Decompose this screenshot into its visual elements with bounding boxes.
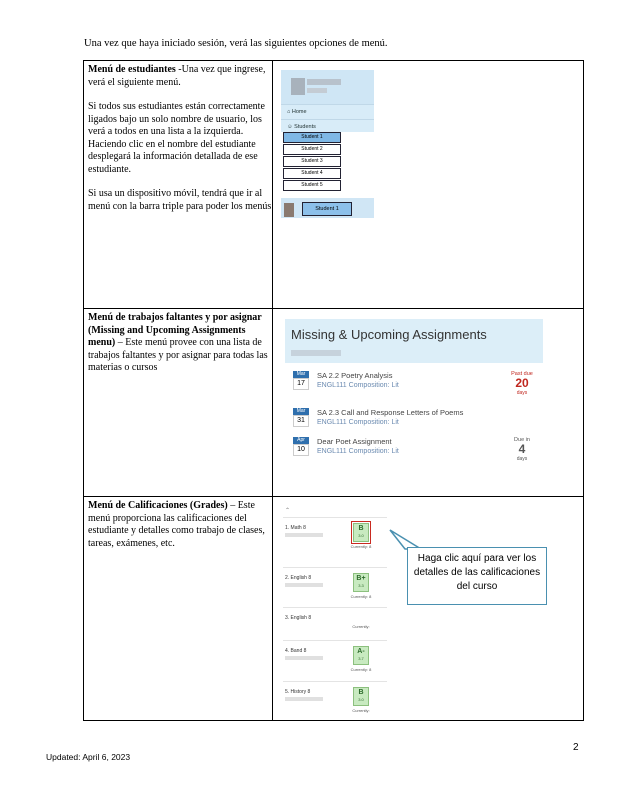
assignment-status: Past due 20 days xyxy=(511,371,533,396)
updated-date: Updated: April 6, 2023 xyxy=(46,752,131,762)
grade-badge[interactable]: B+ 3.3 xyxy=(353,573,369,592)
assignment-name[interactable]: SA 2.2 Poetry Analysis xyxy=(317,371,393,380)
assignment-item[interactable] xyxy=(293,408,543,438)
student-list xyxy=(281,132,374,198)
student-menu-screenshot xyxy=(273,61,584,309)
student-item[interactable]: Student 1 xyxy=(283,132,341,143)
paragraph: Si usa un dispositivo móvil, tendrá que ir al menú con la barra triple para poder los menús xyxy=(88,188,272,212)
assignment-course: ENGL111 Composition: Lit xyxy=(317,382,399,389)
student-avatar xyxy=(284,203,294,217)
current-label: Currently: xyxy=(352,624,370,629)
grade-badge[interactable]: B 3.0 xyxy=(353,523,369,542)
student-item[interactable]: Student 4 xyxy=(283,168,341,179)
course-name: 4. Band 8 xyxy=(285,648,307,654)
current-label: Currently: 8 xyxy=(350,544,372,549)
grades-menu-description: Menú de Calificaciones (Grades) – Este menú proporciona las calificaciones del estudiante y detalles como trabajo de clases, tareas, exámenes, etc. xyxy=(84,497,273,721)
assignment-status: Due in 4 days xyxy=(514,437,530,462)
course-name: 3. English 8 xyxy=(285,615,312,621)
grades-menu-screenshot xyxy=(273,497,584,721)
course-name: 5. History 8 xyxy=(285,689,311,695)
date-badge: Mar 31 xyxy=(293,408,309,427)
assignment-course: ENGL111 Composition: Lit xyxy=(317,419,399,426)
nav-students[interactable]: ☺ Students xyxy=(281,119,374,134)
assignment-item[interactable] xyxy=(293,371,543,401)
student-item[interactable]: Student 5 xyxy=(283,180,341,191)
current-label: Currently: 8 xyxy=(350,594,372,599)
current-label: Currently: xyxy=(352,708,370,713)
paragraph: Si todos sus estudiantes están correctamente ligados bajo un solo nombre de usuario, los verá a todos en una lista a la izquierda. Haciendo clic en el nombre del estudiante desplegará la información detallada de ese estudiante. xyxy=(88,101,265,175)
student-item[interactable]: Student 3 xyxy=(283,156,341,167)
course-name: 1. Math 8 xyxy=(285,525,306,531)
date-badge: Mar 17 xyxy=(293,371,309,390)
home-icon: ⌂ xyxy=(287,109,291,115)
assignment-name[interactable]: SA 2.3 Call and Response Letters of Poems xyxy=(317,408,464,417)
student-menu-description: Menú de estudiantes -Una vez que ingrese, verá el siguiente menú. Si todos sus estudiantes están correctamente ligados bajo un solo nombre de usuario, los verá a todos en una lista a la izquierda. Haciendo clic en el nombre del estudiante desplegará la información detallada de ese estudiante. Si usa un dispositivo móvil, tendrá que ir al menú con la barra triple para poder los menús xyxy=(84,61,273,309)
panel-title: Missing & Upcoming Assignments xyxy=(291,327,487,342)
assignment-course: ENGL111 Composition: Lit xyxy=(317,448,399,455)
chevron-up-icon[interactable]: ⌃ xyxy=(285,508,291,514)
row-heading: Menú de estudiantes xyxy=(88,64,176,75)
course-name: 2. English 8 xyxy=(285,575,312,581)
account-header xyxy=(281,70,374,104)
page-number: 2 xyxy=(573,742,579,753)
student-menu-panel xyxy=(281,70,374,218)
student-item[interactable]: Student 2 xyxy=(283,144,341,155)
grade-badge[interactable]: A- 3.7 xyxy=(353,646,369,665)
row-heading: Menú de trabajos faltantes y por asignar (Missing and Upcoming Assignments menu) xyxy=(88,312,262,348)
callout-box: Haga clic aquí para ver los detalles de las calificaciones del curso xyxy=(407,547,547,605)
assignment-name[interactable]: Dear Poet Assignment xyxy=(317,437,392,446)
missing-upcoming-panel xyxy=(285,319,543,477)
nav-home[interactable]: ⌂ Home xyxy=(281,104,374,119)
current-label: Currently: 8 xyxy=(350,667,372,672)
row-heading: Menú de Calificaciones (Grades) xyxy=(88,500,228,511)
grade-badge[interactable]: B 3.0 xyxy=(353,687,369,706)
avatar xyxy=(291,78,305,95)
intro-text: Una vez que haya iniciado sesión, verá las siguientes opciones de menú. xyxy=(84,38,388,49)
missing-menu-screenshot xyxy=(273,309,584,497)
missing-menu-description: Menú de trabajos faltantes y por asignar (Missing and Upcoming Assignments menu) – Este menú provee con una lista de trabajos faltantes y por asignar para todas las materias o cursos xyxy=(84,309,273,497)
date-badge: Apr 10 xyxy=(293,437,309,456)
assignment-item[interactable] xyxy=(293,437,543,467)
current-student[interactable]: Student 1 xyxy=(302,202,352,216)
callout-pointer xyxy=(273,497,583,717)
users-icon: ☺ xyxy=(287,124,293,130)
menu-table xyxy=(83,60,584,721)
